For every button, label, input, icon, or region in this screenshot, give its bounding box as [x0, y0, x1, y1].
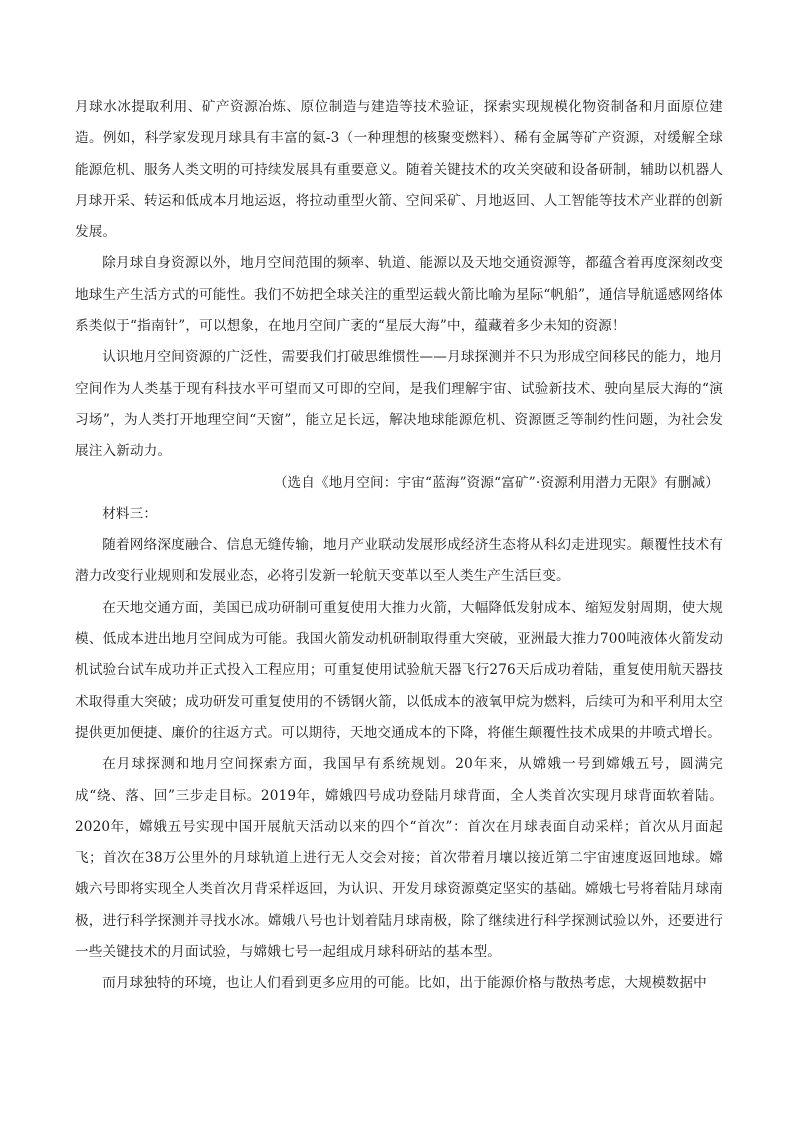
paragraph-lunar-exploration: 在月球探测和地月空间探索方面，我国早有系统规划。20年来，从嫦娥一号到嫦娥五号，圆满完成“绕、落、回”三步走目标。2019年，嫦娥四号成功登陆月球背面，全人类首次实现月球背面软着陆。2020年，嫦娥五号实现中国开展航天活动以来的四个“首次”：首次在月球表面自动采样；首次从月面起飞；首次在38万公里外的月球轨道上进行无人交会对接；首次带着月壤以接近第二宇宙速度返回地球。嫦娥六号即将实现全人类首次月背采样返回，为认识、开发月球资源奠定坚实的基础。嫦娥七号将着陆月球南极，进行科学探测并寻找水冰。嫦娥八号也计划着陆月球南极，除了继续进行科学探测试验以外，还要进行一些关键技术的月面试验，与嫦娥七号一起组成月球科研站的基本型。 [75, 756, 723, 961]
paragraph-space-transport: 在天地交通方面，美国已成功研制可重复使用大推力火箭，大幅降低发射成本、缩短发射周期，使大规模、低成本进出地月空间成为可能。我国火箭发动机研制取得重大突破，亚洲最大推力700吨液体火箭发动机试验台试车成功并正式投入工程应用；可重复使用试验航天器飞行276天后成功着陆，重复使用航天器技术取得重大突破；成功研发可重复使用的不锈钢火箭，以低成本的液氧甲烷为燃料，后续可为和平利用太空提供更加便捷、廉价的往返方式。可以期待，天地交通成本的下降，将催生颠覆性技术成果的井喷式增长。 [75, 599, 723, 741]
paragraph-lunar-environment: 而月球独特的环境，也让人们看到更多应用的可能。比如，出于能源价格与散热考虑，大规模数据中 [102, 975, 707, 992]
source-citation: （选自《地月空间：宇宙“蓝海”资源“富矿”·资源利用潜力无限》有删减） [273, 474, 719, 491]
document-page [75, 92, 723, 1000]
paragraph-lunar-resources: 月球水冰提取利用、矿产资源冶炼、原位制造与建造等技术验证，探索实现规模化物资制备和月面原位建造。例如，科学家发现月球具有丰富的氦-3（一种理想的核聚变燃料）、稀有金属等矿产资源，对缓解全球能源危机、服务人类文明的可持续发展具有重要意义。随着关键技术的攻关突破和设备研制，辅助以机器人月球开采、转运和低成本月地运返，将拉动重型火箭、空间采矿、月地返回、人工智能等技术产业群的创新发展。 [75, 99, 723, 241]
paragraph-space-resources: 认识地月空间资源的广泛性，需要我们打破思维惯性——月球探测并不只为形成空间移民的能力，地月空间作为人类基于现有科技水平可望而又可即的空间，是我们理解宇宙、试验新技术、驶向星辰大海的“演习场”，为人类打开地理空间“天窗”，能立足长远，解决地球能源危机、资源匮乏等制约性问题，为社会发展注入新动力。 [75, 349, 723, 460]
paragraph-earth-moon-space: 除月球自身资源以外，地月空间范围的频率、轨道、能源以及天地交通资源等，都蕴含着再度深刻改变地球生产生活方式的可能性。我们不妨把全球关注的重型运载火箭比喻为星际“帆船”，通信导航遥感网络体系类似于“指南针”，可以想象，在地月空间广袤的“星辰大海”中，蕴藏着多少未知的资源！ [75, 255, 723, 335]
paragraph-network-integration: 随着网络深度融合、信息无缝传输，地月产业联动发展形成经济生态将从科幻走进现实。颠覆性技术有潜力改变行业规则和发展业态，必将引发新一轮航天变革以至人类生产生活巨变。 [75, 537, 723, 585]
material-three-label: 材料三： [102, 505, 158, 522]
